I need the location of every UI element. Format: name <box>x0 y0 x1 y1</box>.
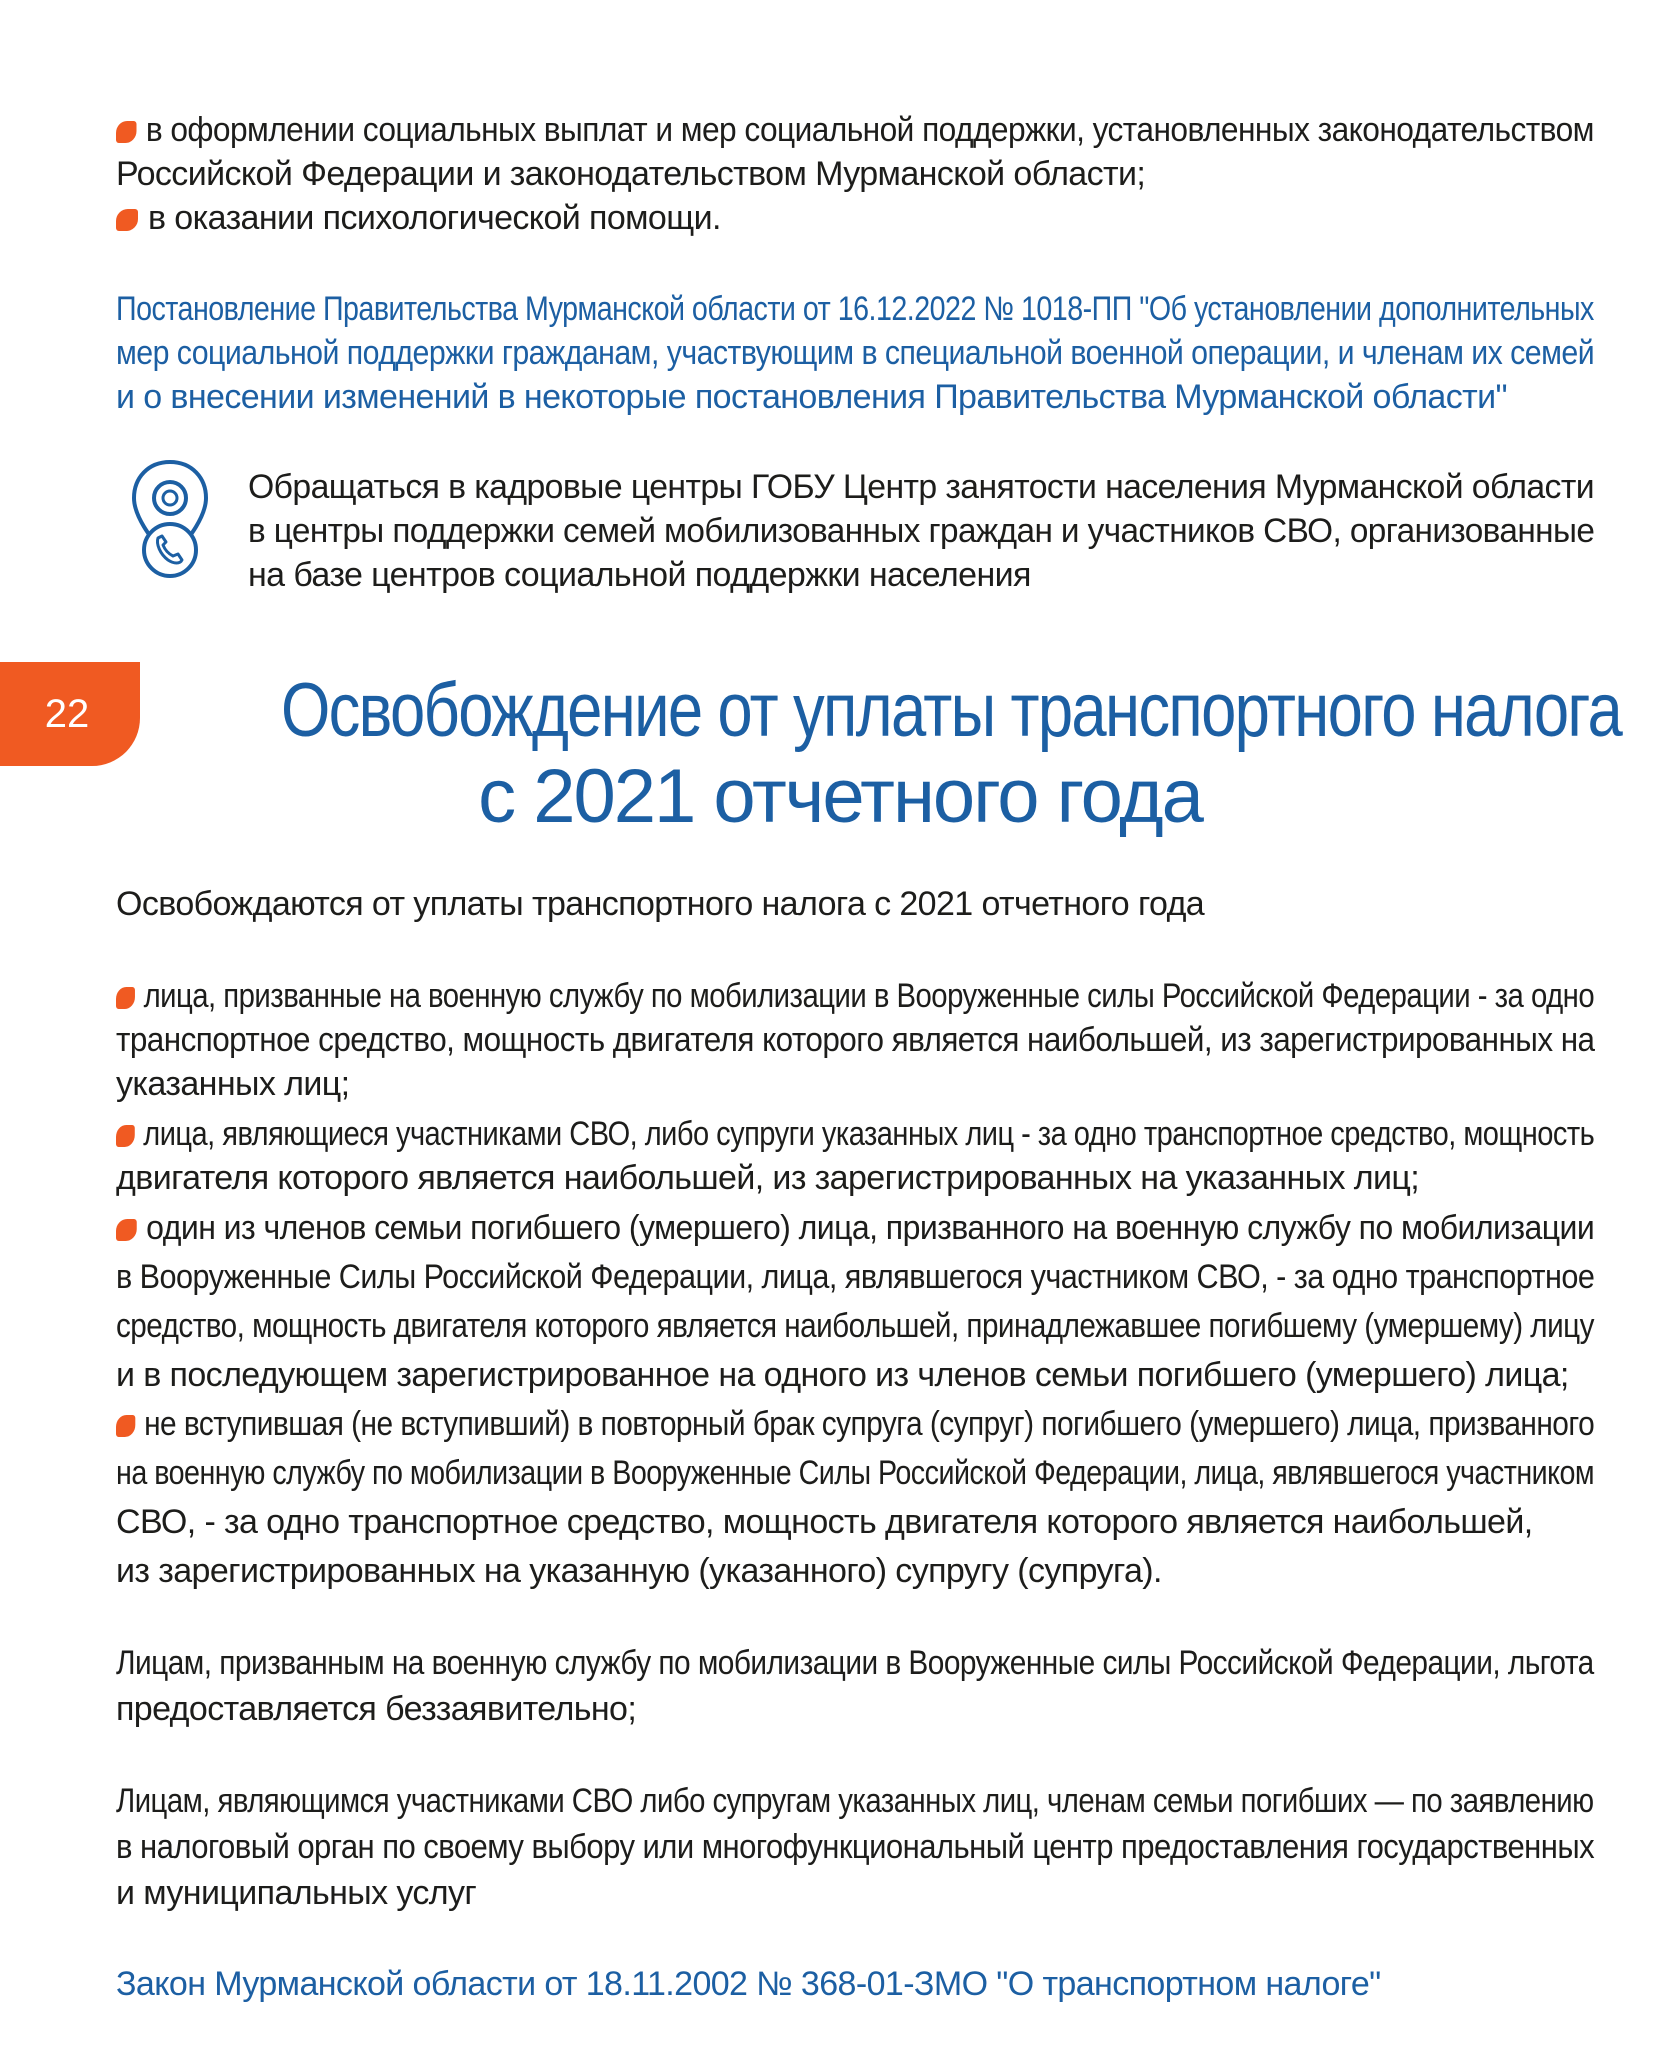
bullet-item <box>116 1112 1594 1156</box>
bullet-marker-icon <box>116 987 135 1009</box>
bullet-continuation <box>116 152 1145 196</box>
section-title: с 2021 отчетного года <box>478 754 1202 839</box>
bullet-marker-icon <box>116 121 137 143</box>
bullet-text: лица, являющиеся участниками СВО, либо супруги указанных лиц - за одно транспортное средство, мощность <box>143 1115 1595 1153</box>
bullet-continuation: СВО, - за одно транспортное средство, мощность двигателя которого является наибольшей, <box>116 1503 1533 1541</box>
bullet-marker-icon <box>116 1415 135 1437</box>
section-number-badge: 22 <box>0 662 140 766</box>
reference-line: Постановление Правительства Мурманской области от 16.12.2022 № 1018-ПП "Об установлении дополнительных <box>116 290 1594 328</box>
location-phone-icon <box>128 458 212 578</box>
bullet-text: лица, призванные на военную службу по мобилизации в Вооруженные силы Российской Федерации - за одно <box>143 977 1595 1015</box>
bullet-text: в оформлении социальных выплат и мер социальной поддержки, установленных законодательством <box>145 111 1594 149</box>
bullet-continuation: транспортное средство, мощность двигателя которого является наибольшей, из зарегистрированных на <box>116 1021 1595 1059</box>
bullet-continuation: в Вооруженные Силы Российской Федерации, лица, являвшегося участником СВО, - за одно транспортное <box>116 1258 1595 1296</box>
bullet-text: один из членов семьи погибшего (умершего) лица, призванного на военную службу по мобилизации <box>146 1209 1595 1247</box>
paragraph-line: Лицам, призванным на военную службу по мобилизации в Вооруженные силы Российской Федерации, льгота <box>116 1644 1594 1682</box>
bullet-continuation: указанных лиц; <box>116 1065 350 1103</box>
bullet-marker-icon <box>116 1125 135 1147</box>
bullet-continuation: средство, мощность двигателя которого является наибольшей, принадлежавшее погибшему (умершему) лицу <box>116 1307 1594 1345</box>
contact-line: в центры поддержки семей мобилизованных граждан и участников СВО, организованные <box>248 512 1595 550</box>
bullet-text: в оказании психологической помощи. <box>148 199 721 237</box>
bullet-continuation: и в последующем зарегистрированное на одного из членов семьи погибшего (умершего) лица; <box>116 1356 1569 1394</box>
bullet-text: Российской Федерации и законодательством Мурманской области; <box>116 155 1146 193</box>
bullet-marker-icon <box>116 209 138 231</box>
paragraph-line: Лицам, являющимся участниками СВО либо супругам указанных лиц, членам семьи погибших — по заявлению <box>116 1782 1594 1820</box>
reference-line: и о внесении изменений в некоторые постановления Правительства Мурманской области" <box>116 378 1507 416</box>
bullet-continuation: из зарегистрированных на указанную (указанного) супругу (супруга). <box>116 1552 1162 1590</box>
section-intro: Освобождаются от уплаты транспортного налога с 2021 отчетного года <box>116 885 1205 923</box>
bullet-item <box>116 974 1594 1018</box>
bullet-continuation: на военную службу по мобилизации в Вооруженные Силы Российской Федерации, лица, являвшегося участником <box>116 1454 1595 1492</box>
paragraph-line: предоставляется беззаявительно; <box>116 1690 637 1728</box>
section-title: Освобождение от уплаты транспортного налога <box>280 668 1622 753</box>
paragraph-line: в налоговый орган по своему выбору или многофункциональный центр предоставления государственных <box>116 1828 1595 1866</box>
contact-line: Обращаться в кадровые центры ГОБУ Центр занятости населения Мурманской области <box>248 468 1594 506</box>
bullet-item <box>116 1206 1594 1250</box>
bullet-marker-icon <box>116 1219 137 1241</box>
reference-line: мер социальной поддержки гражданам, участвующим в специальной военной операции, и членам их семей <box>116 334 1595 372</box>
paragraph-line: и муниципальных услуг <box>116 1874 477 1912</box>
bullet-text: не вступившая (не вступивший) в повторный брак супруга (супруг) погибшего (умершего) лица, призванного <box>144 1405 1595 1443</box>
bullet-item <box>116 1402 1594 1446</box>
bullet-continuation: двигателя которого является наибольшей, из зарегистрированных на указанных лиц; <box>116 1159 1420 1197</box>
bullet-item <box>116 196 721 240</box>
bullet-item <box>116 108 1594 152</box>
reference-line: Закон Мурманской области от 18.11.2002 № 368-01-ЗМО "О транспортном налоге" <box>116 1965 1381 2003</box>
contact-line: на базе центров социальной поддержки населения <box>248 556 1031 594</box>
